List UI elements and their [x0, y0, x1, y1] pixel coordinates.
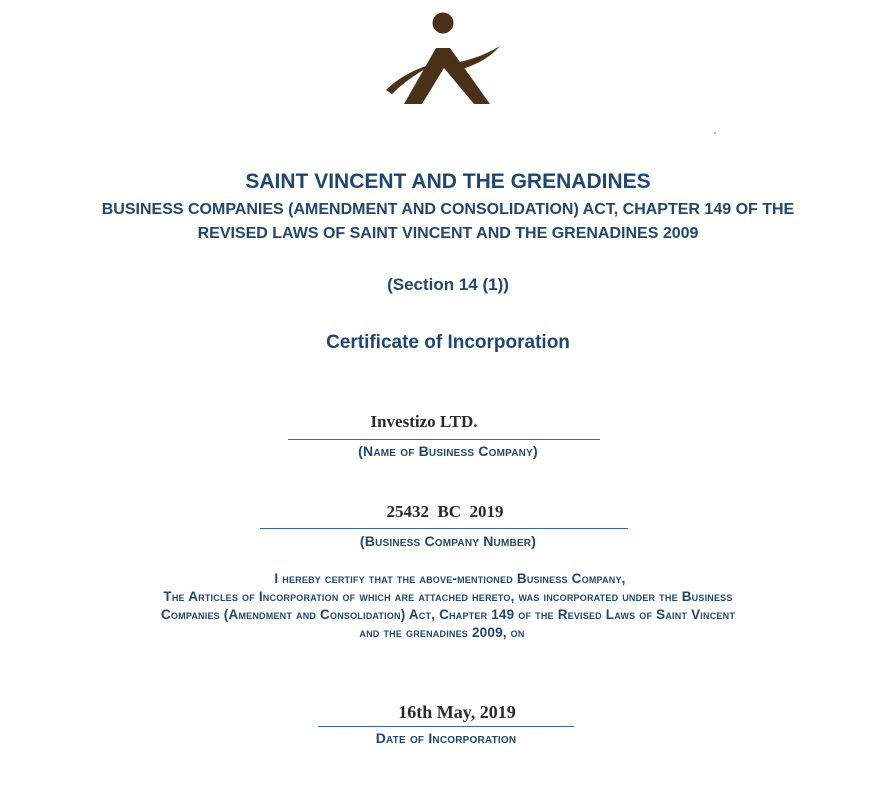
company-name-rule — [288, 439, 600, 440]
act-title-line-1: BUSINESS COMPANIES (AMENDMENT AND CONSOLIDATION) ACT, CHAPTER 149 OF THE — [101, 201, 795, 218]
section-reference: (Section 14 (1)) — [387, 275, 509, 294]
certification-line-3: Companies (Amendment and Consolidation) Act, Chapter 149 of the Revised Laws of Saint Vincent — [160, 607, 736, 622]
incorporation-date-label: Date of Incorporation — [375, 730, 517, 746]
certification-line-4: and the grenadines 2009, on — [359, 625, 525, 640]
certification-line-2: The Articles of Incorporation of which are attached hereto, was incorporated under the Business — [163, 589, 733, 604]
country-title: SAINT VINCENT AND THE GRENADINES — [245, 170, 651, 193]
incorporation-date-rule — [318, 726, 574, 727]
company-number-label: (Business Company Number) — [359, 533, 537, 549]
certification-line-1: I hereby certify that the above-mentioned Business Company, — [274, 571, 626, 586]
company-name-label: (Name of Business Company) — [358, 443, 538, 459]
arrow-emblem-icon — [384, 6, 502, 106]
certificate-title: Certificate of Incorporation — [326, 332, 570, 353]
scan-speck — [714, 132, 716, 134]
act-title-line-2: REVISED LAWS OF SAINT VINCENT AND THE GRENADINES 2009 — [197, 225, 699, 242]
incorporation-date: 16th May, 2019 — [398, 702, 516, 722]
company-number-rule — [260, 528, 628, 529]
company-number: 25432 BC 2019 — [386, 502, 504, 521]
company-name: Investizo LTD. — [370, 412, 478, 431]
